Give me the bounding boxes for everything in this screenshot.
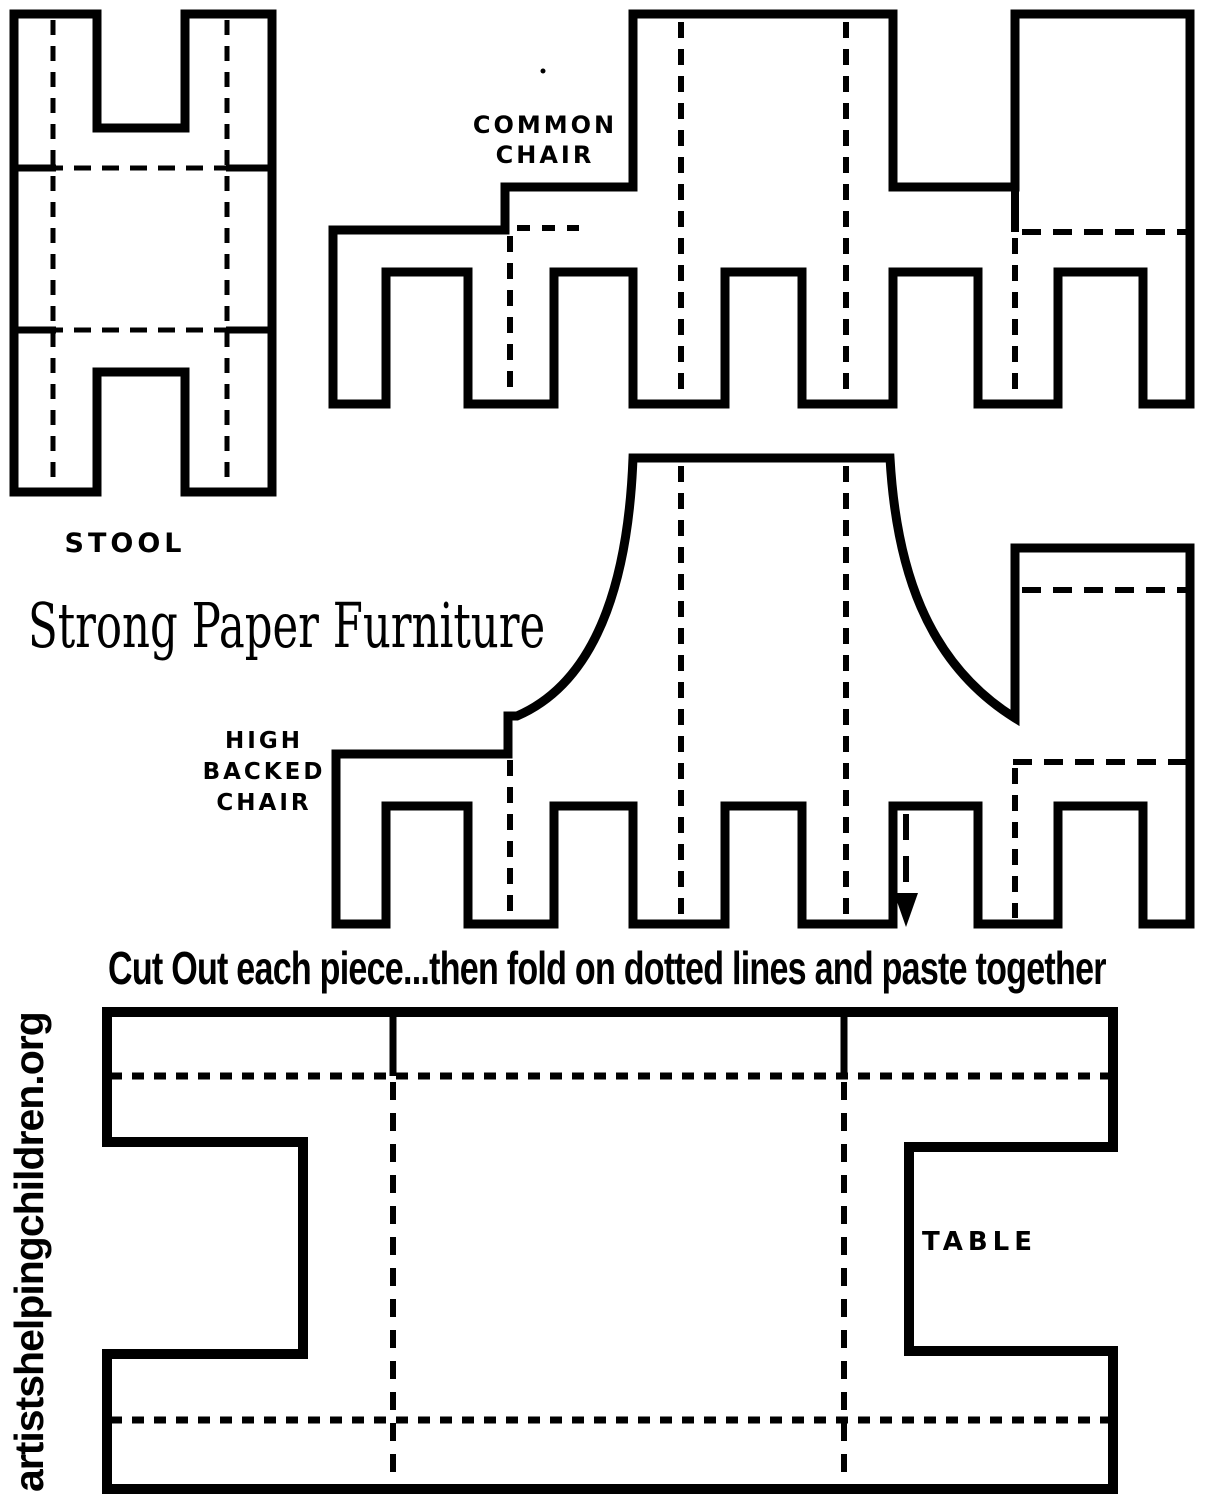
high-backed-chair-outline <box>336 458 1190 924</box>
fold-direction-arrow <box>894 814 918 927</box>
stool-slit-ticks <box>14 168 272 330</box>
common-chair-outline <box>333 14 1190 404</box>
high-backed-chair-label-line1: HIGH <box>225 728 303 754</box>
high-backed-chair-label-line3: CHAIR <box>216 790 312 816</box>
page-title: Strong Paper Furniture <box>28 589 546 662</box>
stool-pattern <box>14 14 272 492</box>
high-backed-chair-label <box>188 726 340 819</box>
high-backed-chair-label-line2: BACKED <box>202 759 326 785</box>
common-chair-label <box>460 110 630 170</box>
ink-speck <box>541 69 546 74</box>
fold-direction-arrow-head <box>894 893 918 927</box>
table-label: TABLE <box>922 1227 1037 1257</box>
common-chair-label-line2: CHAIR <box>495 141 595 169</box>
watermark-url: artistshelpingchildren.org <box>6 1012 52 1492</box>
stool-label: STOOL <box>64 528 186 559</box>
common-chair-pattern <box>333 14 1190 404</box>
high-backed-chair-pattern <box>336 458 1190 927</box>
common-chair-label-line1: COMMON <box>472 111 618 139</box>
instruction-text: Cut Out each piece...then fold on dotted lines and paste together <box>108 942 1106 994</box>
